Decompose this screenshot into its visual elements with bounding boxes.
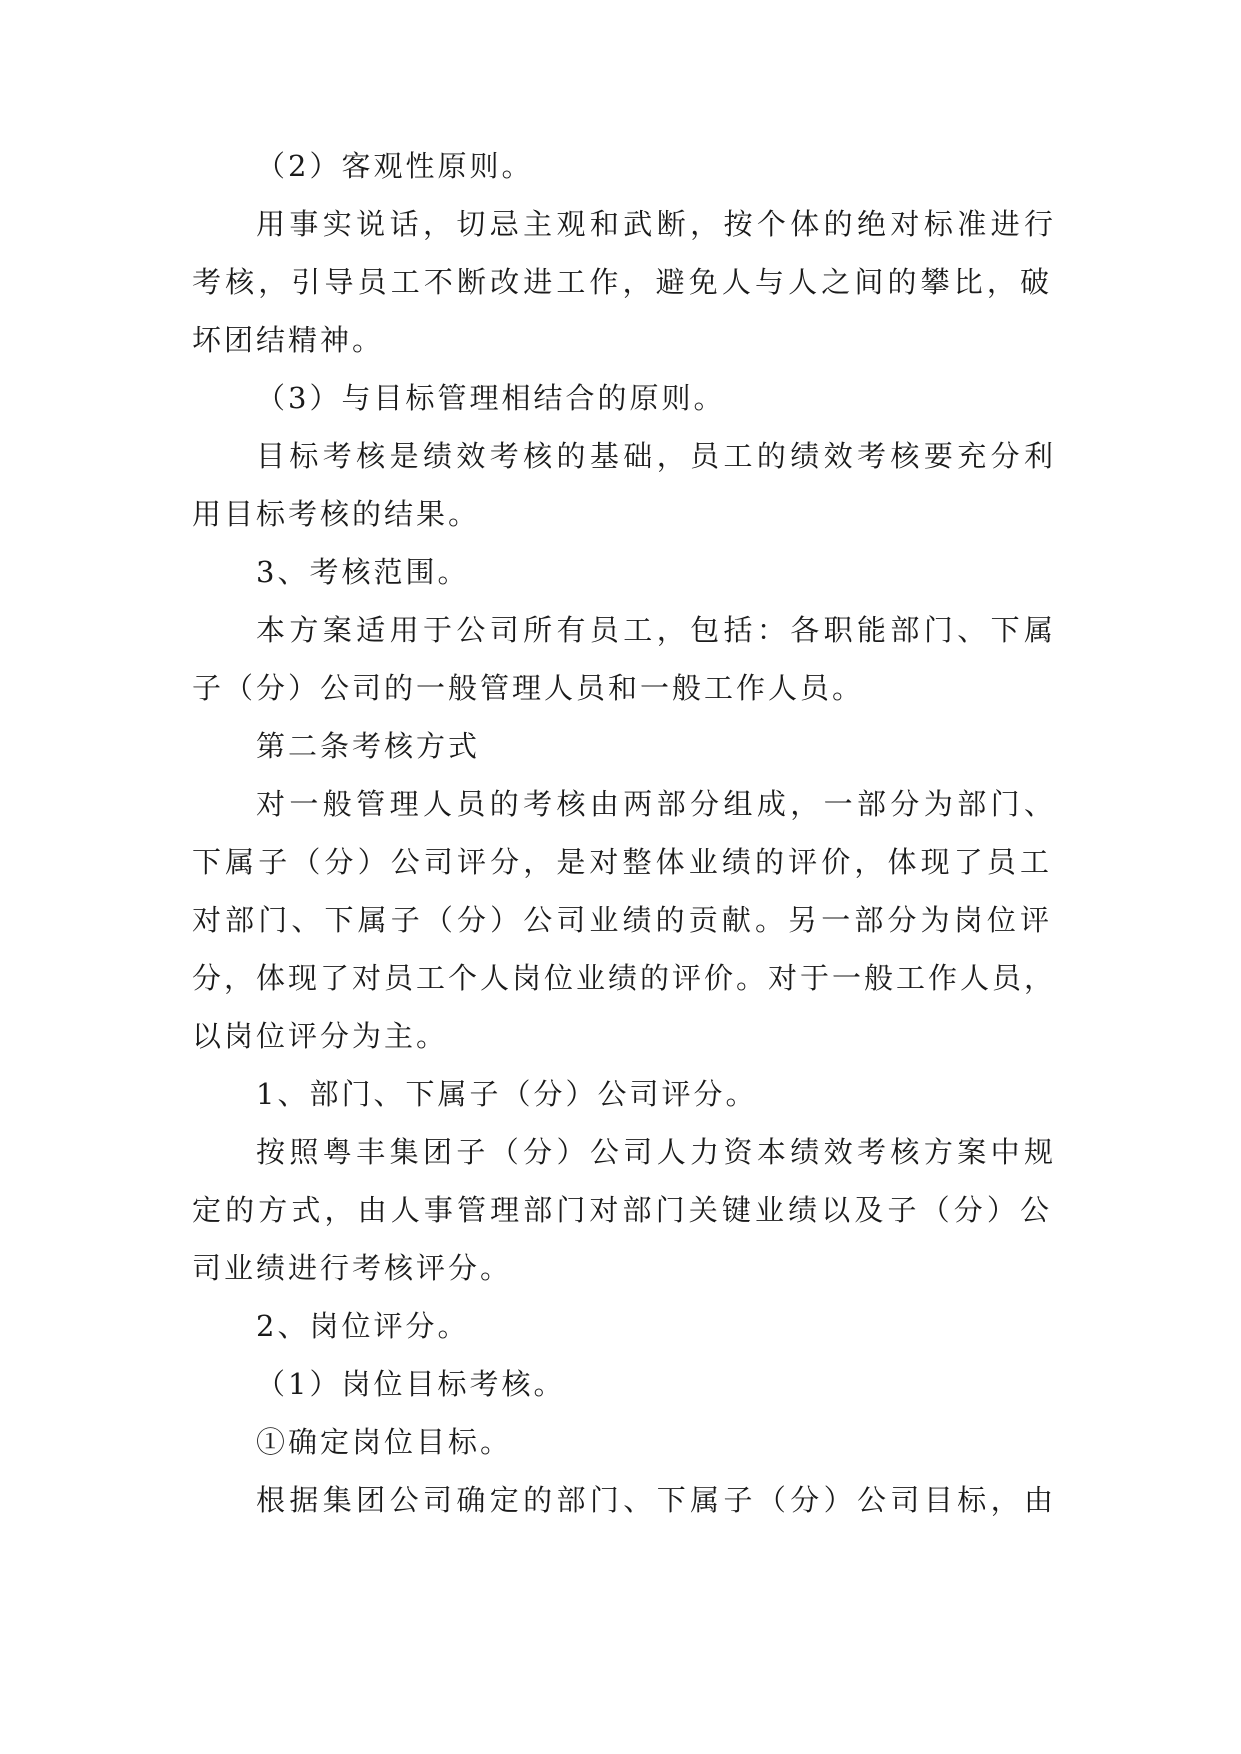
paragraph-line: 考核，引导员工不断改进工作，避免人与人之间的攀比，破	[192, 265, 1052, 299]
paragraph-line: 根据集团公司确定的部门、下属子（分）公司目标，由	[256, 1483, 1056, 1517]
heading-article-two: 第二条考核方式	[256, 729, 481, 763]
heading-determine-position-goal: ①确定岗位目标。	[256, 1425, 513, 1459]
paragraph-line: 子（分）公司的一般管理人员和一般工作人员。	[192, 671, 865, 705]
paragraph-line: 用事实说话，切忌主观和武断，按个体的绝对标准进行	[256, 207, 1056, 241]
heading-department-scoring: 1、部门、下属子（分）公司评分。	[256, 1077, 758, 1111]
heading-position-goal-assessment: （1）岗位目标考核。	[256, 1367, 566, 1401]
paragraph-line: 分，体现了对员工个人岗位业绩的评价。对于一般工作人员，	[192, 961, 1057, 995]
heading-goal-management-principle: （3）与目标管理相结合的原则。	[256, 381, 726, 415]
paragraph-line: 按照粤丰集团子（分）公司人力资本绩效考核方案中规	[256, 1135, 1056, 1169]
paragraph-line: 司业绩进行考核评分。	[192, 1251, 513, 1285]
paragraph-line: 以岗位评分为主。	[192, 1019, 449, 1053]
paragraph-line: 对一般管理人员的考核由两部分组成，一部分为部门、	[256, 787, 1056, 821]
heading-position-scoring: 2、岗位评分。	[256, 1309, 470, 1343]
paragraph-line: 定的方式，由人事管理部门对部门关键业绩以及子（分）公	[192, 1193, 1052, 1227]
paragraph-line: 用目标考核的结果。	[192, 497, 481, 531]
paragraph-line: 目标考核是绩效考核的基础，员工的绩效考核要充分利	[256, 439, 1056, 473]
paragraph-line: 对部门、下属子（分）公司业绩的贡献。另一部分为岗位评	[192, 903, 1052, 937]
heading-objectivity-principle: （2）客观性原则。	[256, 149, 534, 183]
heading-assessment-scope: 3、考核范围。	[256, 555, 470, 589]
paragraph-line: 坏团结精神。	[192, 323, 385, 357]
paragraph-line: 本方案适用于公司所有员工，包括：各职能部门、下属	[256, 613, 1056, 647]
paragraph-line: 下属子（分）公司评分，是对整体业绩的评价，体现了员工	[192, 845, 1052, 879]
